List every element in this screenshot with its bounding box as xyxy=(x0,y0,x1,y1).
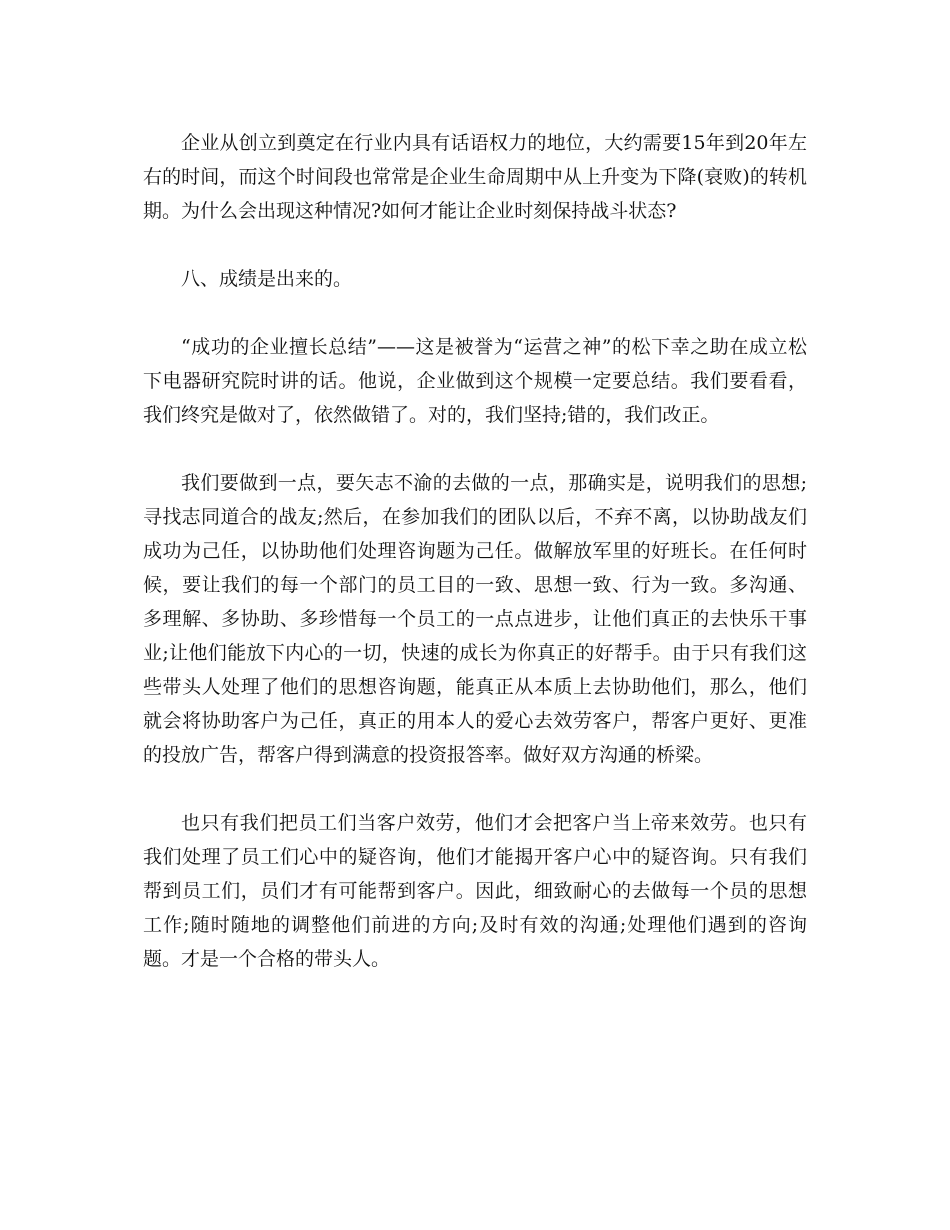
paragraph-serving-employees: 也只有我们把员工们当客户效劳，他们才会把客户当上帝来效劳。也只有我们处理了员工们心中的疑咨询，他们才能揭开客户心中的疑咨询。只有我们帮到员工们，员们才有可能帮到客户。因此，细致耐心的去做每一个员的思想工作;随时随地的调整他们前进的方向;及时有效的沟通;处理他们遇到的咨询题。才是一个合格的带头人。 xyxy=(143,812,807,970)
paragraph-intro: 企业从创立到奠定在行业内具有话语权力的地位，大约需要15年到20年左右的时间，而这个时间段也常常是企业生命周期中从上升变为下降(衰败)的转机期。为什么会出现这种情况?如何才能让企业时刻保持战斗状态? xyxy=(143,132,807,222)
paragraph-team-leadership: 我们要做到一点，要矢志不渝的去做的一点，那确实是，说明我们的思想;寻找志同道合的战友;然后，在参加我们的团队以后，不弃不离，以协助战友们成功为己任，以协助他们处理咨询题为己任。做解放军里的好班长。在任何时候，要让我们的每一个部门的员工目的一致、思想一致、行为一致。多沟通、多理解、多协助、多珍惜每一个员工的一点点进步，让他们真正的去快乐干事业;让他们能放下内心的一切，快速的成长为你真正的好帮手。由于只有我们这些带头人处理了他们的思想咨询题，能真正从本质上去协助他们，那么，他们就会将协助客户为己任，真正的用本人的爱心去效劳客户，帮客户更好、更准的投放广告，帮客户得到满意的投资报答率。做好双方沟通的桥梁。 xyxy=(143,472,807,766)
paragraph-summary-quote: “成功的企业擅长总结”——这是被誉为“运营之神”的松下幸之助在成立松下电器研究院时讲的话。他说，企业做到这个规模一定要总结。我们要看看，我们终究是做对了，依然做错了。对的，我们坚持;错的，我们改正。 xyxy=(143,336,807,426)
document-body xyxy=(143,126,807,976)
section-heading: 八、成绩是出来的。 xyxy=(181,268,353,290)
